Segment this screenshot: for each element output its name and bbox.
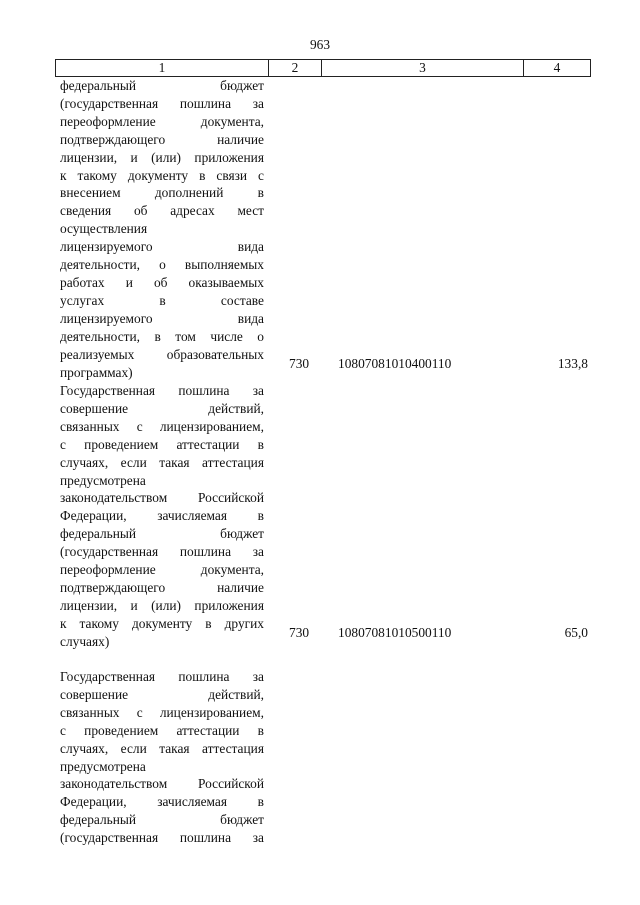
row-1-amount: 133,8: [557, 356, 588, 371]
row-1-line: программах): [60, 364, 133, 380]
row-3-line: случаях, если такая аттестация: [60, 740, 264, 756]
row-2-line: совершение действий,: [60, 400, 264, 416]
row-1-line: внесением дополнений в: [60, 185, 264, 201]
table-header-col-2: 2: [269, 60, 322, 76]
row-2-line: подтверждающего наличие: [60, 579, 264, 595]
row-3-line: федеральный бюджет: [60, 812, 264, 828]
row-2-line: законодательством Российской: [60, 490, 264, 506]
row-1-line: деятельности, в том числе о: [60, 328, 264, 344]
row-2-line: Государственная пошлина за: [60, 383, 264, 398]
row-3-line: законодательством Российской: [60, 776, 264, 792]
row-2-line: лицензии, и (или) приложения: [60, 597, 264, 613]
row-2-kbk: 10807081010500110: [338, 625, 452, 640]
row-1-line: лицензии, и (или) приложения: [60, 149, 264, 165]
table-header-col-4: 4: [553, 60, 561, 75]
row-2-line: предусмотрена: [60, 472, 146, 488]
row-1-line: осуществления: [60, 221, 148, 237]
row-2-line: Федерации, зачисляемая в: [60, 508, 264, 524]
row-3-description: [60, 668, 264, 847]
row-1-kbk: 10807081010400110: [338, 356, 452, 371]
row-3-line: Федерации, зачисляемая в: [60, 794, 264, 810]
table-header: [55, 59, 591, 77]
row-3-line: (государственная пошлина за: [60, 830, 264, 846]
row-1-code: 730: [289, 356, 310, 371]
row-3-line: с проведением аттестации в: [60, 722, 264, 738]
row-2-line: с проведением аттестации в: [60, 436, 264, 452]
row-2-line: связанных с лицензированием,: [60, 418, 264, 434]
row-2-line: переоформление документа,: [60, 562, 264, 578]
row-2-line: случаях): [60, 633, 110, 649]
row-3-line: совершение действий,: [60, 686, 264, 702]
row-1-line: реализуемых образовательных: [60, 346, 264, 362]
row-2-line: к такому документу в других: [60, 615, 264, 631]
row-3-line: Государственная пошлина за: [60, 669, 264, 684]
row-1-line: подтверждающего наличие: [60, 131, 264, 147]
page-number: 963: [309, 37, 331, 52]
row-1-line: (государственная пошлина за: [60, 95, 264, 111]
row-1-description: [60, 77, 264, 381]
row-2-line: случаях, если такая аттестация: [60, 454, 264, 470]
row-1-line: к такому документу в связи с: [60, 167, 264, 183]
table-header-col-3: 3: [322, 60, 524, 76]
row-3-line: предусмотрена: [60, 758, 146, 774]
row-1-line: переоформление документа,: [60, 113, 264, 129]
row-1-line: федеральный бюджет: [60, 78, 264, 93]
row-1-line: сведения об адресах мест: [60, 203, 264, 219]
row-1-line: работах и об оказываемых: [60, 274, 264, 290]
table-header-col-1: 1: [56, 60, 269, 76]
row-2-line: (государственная пошлина за: [60, 544, 264, 560]
row-2-amount: 65,0: [564, 625, 588, 640]
row-2-description: [60, 382, 264, 651]
row-1-line: лицензируемого вида: [60, 310, 264, 326]
row-1-line: деятельности, о выполняемых: [60, 257, 264, 273]
row-2-code: 730: [289, 625, 310, 640]
row-3-line: связанных с лицензированием,: [60, 704, 264, 720]
row-2-line: федеральный бюджет: [60, 526, 264, 542]
row-1-line: услугах в составе: [60, 292, 264, 308]
row-1-line: лицензируемого вида: [60, 239, 264, 255]
